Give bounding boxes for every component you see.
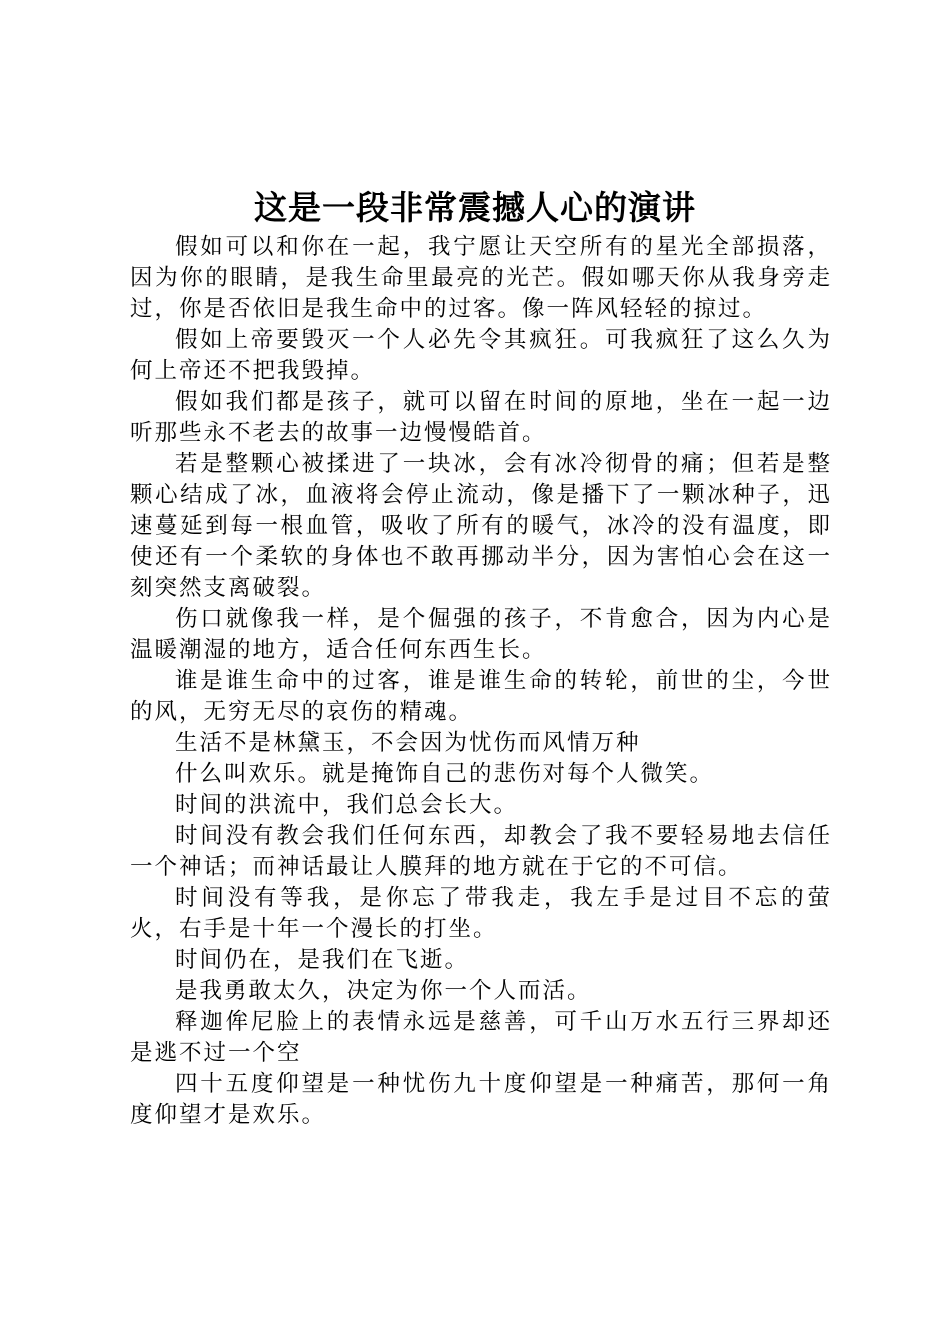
paragraph-11: 时间没有等我，是你忘了带我走，我左手是过目不忘的萤火，右手是十年一个漫长的打坐。 bbox=[130, 885, 832, 942]
paragraph-1: 假如可以和你在一起，我宁愿让天空所有的星光全部损落，因为你的眼睛，是我生命里最亮的光芒。假如哪天你从我身旁走过，你是否依旧是我生命中的过客。像一阵风轻轻的掠过。 bbox=[130, 234, 832, 322]
paragraph-15: 四十五度仰望是一种忧伤九十度仰望是一种痛苦，那何一角度仰望才是欢乐。 bbox=[130, 1071, 832, 1128]
paragraph-9: 时间的洪流中，我们总会长大。 bbox=[175, 792, 519, 818]
document-body bbox=[130, 232, 832, 1131]
paragraph-8: 什么叫欢乐。就是掩饰自己的悲伤对每个人微笑。 bbox=[175, 761, 715, 787]
paragraph-14: 释迦侔尼脸上的表情永远是慈善，可千山万水五行三界却还是逃不过一个空 bbox=[130, 1009, 832, 1066]
paragraph-3: 假如我们都是孩子，就可以留在时间的原地，坐在一起一边听那些永不老去的故事一边慢慢皓首。 bbox=[130, 389, 832, 446]
paragraph-10: 时间没有教会我们任何东西，却教会了我不要轻易地去信任一个神话；而神话最让人膜拜的地方就在于它的不可信。 bbox=[130, 823, 832, 880]
paragraph-7: 生活不是林黛玉，不会因为忧伤而风情万种 bbox=[175, 730, 641, 756]
paragraph-13: 是我勇敢太久，决定为你一个人而活。 bbox=[175, 978, 592, 1004]
paragraph-5: 伤口就像我一样，是个倔强的孩子，不肯愈合，因为内心是温暖潮湿的地方，适合任何东西生长。 bbox=[130, 606, 832, 663]
paragraph-4: 若是整颗心被揉进了一块冰，会有冰冷彻骨的痛；但若是整颗心结成了冰，血液将会停止流动，像是播下了一颗冰种子，迅速蔓延到每一根血管，吸收了所有的暖气，冰冷的没有温度，即使还有一个柔软的身体也不敢再挪动半分，因为害怕心会在这一刻突然支离破裂。 bbox=[130, 451, 832, 601]
paragraph-6: 谁是谁生命中的过客，谁是谁生命的转轮，前世的尘，今世的风，无穷无尽的哀伤的精魂。 bbox=[130, 668, 832, 725]
paragraph-12: 时间仍在，是我们在飞逝。 bbox=[175, 947, 470, 973]
paragraph-2: 假如上帝要毁灭一个人必先令其疯狂。可我疯狂了这么久为何上帝还不把我毁掉。 bbox=[130, 327, 832, 384]
document-title: 这是一段非常震撼人心的演讲 bbox=[254, 188, 696, 227]
